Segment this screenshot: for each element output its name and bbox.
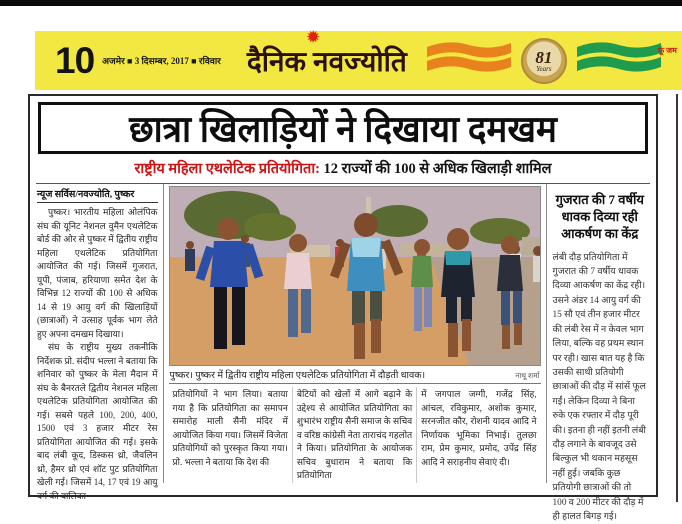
body-paragraph: पुष्कर। भारतीय महिला ओलंपिक संघ की यूनिट नेशनल वुमैन एथलेटिक बोर्ड की ओर से पुष्कर में द्वितीय राष्ट्रीय महिला एथलेटिक प्रतियोगिता आयोजित की गई। जिसमें गुजरात, यूपी, पंजाब, हरियाणा समेत देश के विभिन्न 12 राज्यों की 100 से अधिक 14 से 19 आयु वर्ग की खिलाड़ियों (छात्राओं) ने उत्साह पूर्वक भाग लेते हुए अपना दमखम दिखाया।	[37, 207, 158, 339]
body-column: प्रतियोगियों ने भाग लिया। बताया गया है कि प्रतियोगिता का समापन समारोह माली सैनी मंदिर में आयोजित किया गया। जिसमें विजेता प्रतियोगियों को पुरस्कृत किया गया। प्रो. भल्ला ने बताया कि देश की	[172, 389, 288, 467]
sidebar-body: लंबी दौड़ प्रतियोगिता में गुजरात की 7 वर्षीय धावक दिव्या आकर्षण का केंद्र रही। उसने अंडर 14 आयु वर्ग की 15 सौ एवं तीन हजार मीटर की लंबी रेस में न केवल भाग लिया, बल्कि वह प्रथम स्थान पर रही। खास बात यह है कि उसकी साथी प्रतियोगी छात्राओं की दौड़ में सांसें फूल गईं। लेकिन दिव्या ने बिना रुके एक रफ्तार में दौड़ पूरी की। इतना ही नहीं इतनी लंबी दौड़ लगाने के बावजूद उसे बिल्कुल भी थकान महसूस नहीं हुई। जबकि कुछ प्रतियोगी छात्राओं की तो 100 व 200 मीटर की दौड़ में ही हालत बिगड़ गई।	[552, 252, 646, 522]
middle-column-group	[164, 184, 546, 483]
lower-columns	[169, 387, 541, 483]
page-top-rule	[0, 0, 682, 6]
photo-caption-row	[169, 366, 541, 384]
sidebar-headline: गुजरात की 7 वर्षीय धावक दिव्या रही आकर्षण का केंद्र	[555, 192, 644, 241]
edition-date-line: अजमेर ■ 3 दिसम्बर, 2017 ■ रविवार	[102, 56, 221, 66]
article-content	[36, 183, 650, 522]
byline: न्यूज सर्विस/नवज्योति, पुष्कर	[37, 186, 158, 203]
anniversary-badge	[521, 38, 567, 84]
article-subheadline	[36, 158, 650, 178]
page-number: 10	[55, 39, 95, 81]
body-column: बेटियों को खेलों में आगे बढ़ाने के उद्देश्य से आयोजित प्रतियोगिता का शुभारंभ राष्ट्रीय सैनी समाज के सचिव व वरिष्ठ कांग्रेसी नेता ताराचंद गहलोत ने किया। प्रतियोगिता के आयोजक सचिव बुधाराम ने बताया कि प्रतियोगिता	[292, 387, 416, 483]
body-column: में जगपाल जग्गी, गजेंद्र सिंह, आंचल, रविकुमार, अशोक कुमार, सरनजीत कौर, रोशनी यादव आदि ने निर्णायक भूमिका निभाई। तुलछा राम, प्रेम कुमार, प्रमोद, उपेंद्र सिंह आदि ने सराहनीय सेवाएं दी।	[416, 387, 540, 483]
photo-credit: नाथू शर्मा	[515, 371, 540, 380]
article-headline: छात्रा खिलाड़ियों ने दिखाया दमखम	[129, 108, 557, 150]
orange-flag-icon	[425, 41, 513, 80]
newspaper-masthead	[246, 29, 407, 80]
subheadline-kicker: राष्ट्रीय महिला एथलेटिक प्रतियोगिता:	[134, 161, 320, 177]
headline-box	[38, 102, 648, 154]
sidebar-column	[546, 184, 650, 522]
badge-number: 81	[535, 47, 553, 67]
masthead-text: दैनिक नवज्योति	[246, 46, 407, 78]
page-edge-rule	[676, 94, 678, 502]
body-paragraph: संघ के राष्ट्रीय मुख्य तकनीकि निर्देशक प्रो. संदीप भल्ला ने बताया कि शनिवार को पुष्कर के मेला मैदान में संघ के बैनरतले द्वितीय नेशनल महिला एथलेटिक प्रतियोगिता आयोजित की गई। सबसे पहले 100, 200, 400, 1500 एवं 3 हजार मीटर रेस प्रतियोगिता आयोजित की गई। इसके बाद लंबी कूद, डिस्कस थ्रो, जैवलिन थ्रो, हैमर थ्रो एवं शॉट पुट प्रतियोगिता खेली गई। जिसमें 14, 17 एवं 19 आयु वर्ग की बालिका	[37, 342, 158, 501]
adjacent-column-snippet: फूं जम	[658, 46, 677, 55]
article-photo	[169, 186, 541, 366]
sunburst-icon: ✹	[306, 29, 320, 46]
article-box	[28, 94, 658, 522]
badge-label: Years	[536, 64, 552, 73]
green-flag-icon	[575, 41, 663, 80]
masthead-band	[35, 31, 682, 90]
photo-caption: पुष्कर। पुष्कर में द्वितीय राष्ट्रीय महिला एथलेटिक प्रतियोगिता में दौड़ती धावक।	[169, 371, 426, 381]
left-column	[36, 184, 164, 501]
subheadline-text: 12 राज्यों की 100 से अधिक खिलाड़ी शामिल	[323, 161, 552, 177]
